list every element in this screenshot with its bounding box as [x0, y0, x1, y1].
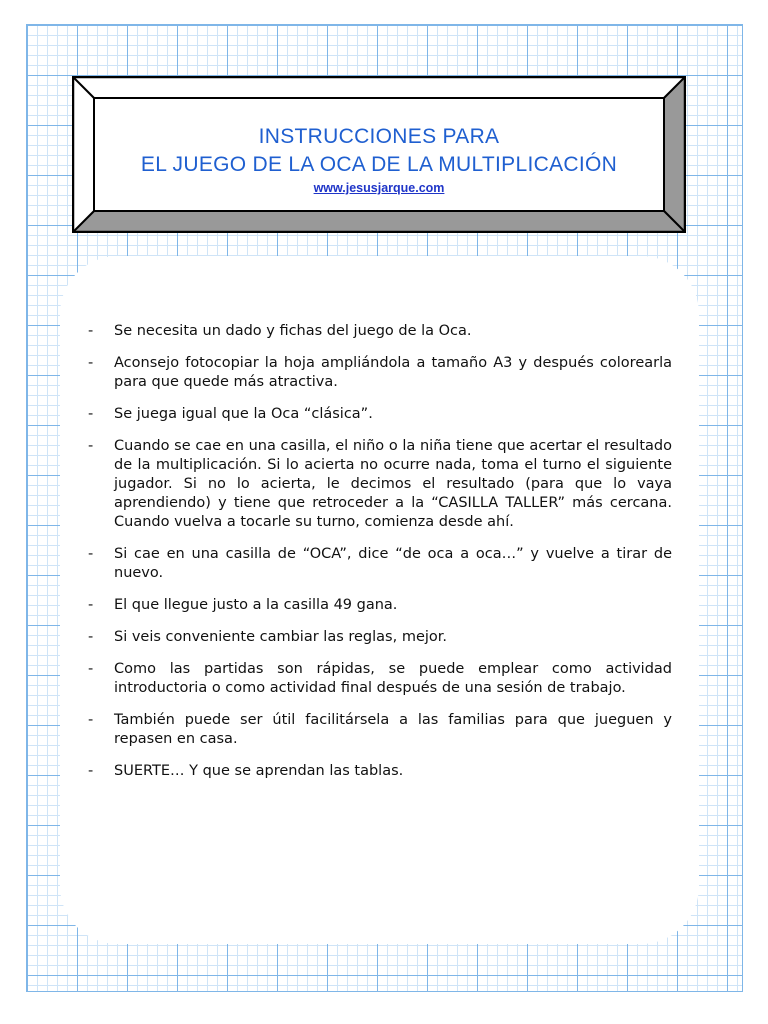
- rule-text: Si cae en una casilla de “OCA”, dice “de oca a oca…” y vuelve a tirar de nuevo.: [114, 546, 672, 581]
- rule-text: Si veis conveniente cambiar las reglas, mejor.: [114, 629, 448, 645]
- rule-text: Se juega igual que la Oca “clásica”.: [114, 406, 373, 422]
- rule-text: Se necesita un dado y fichas del juego de la Oca.: [114, 323, 472, 339]
- rule-item: [88, 405, 672, 424]
- title-frame: [72, 76, 686, 233]
- website-link[interactable]: www.jesusjarque.com: [313, 181, 445, 195]
- bullet-dash: -: [88, 597, 94, 613]
- rule-item: [88, 322, 672, 341]
- title-line-1: INSTRUCCIONES PARA: [258, 125, 500, 148]
- bullet-dash: -: [88, 355, 94, 371]
- rule-text: Como las partidas son rápidas, se puede emplear como actividad introductoria o como actividad final después de una sesión de trabajo.: [114, 661, 672, 696]
- rule-item: [88, 711, 672, 749]
- rule-item: [88, 437, 672, 532]
- rule-text: Cuando se cae en una casilla, el niño o la niña tiene que acertar el resultado de la multiplicación. Si lo acierta no ocurre nada, toma el turno el siguiente jugador. Si no lo acierta, le decimos el resultado (para que lo vaya aprendiendo) y tiene que retroceder a la “CASILLA TALLER” más cercana. Cuando vuelva a tocarle su turno, comienza desde ahí.: [114, 438, 672, 530]
- bullet-dash: -: [88, 763, 94, 779]
- title-block: [94, 98, 664, 211]
- rule-item: [88, 354, 672, 392]
- rule-text: También puede ser útil facilitársela a las familias para que jueguen y repasen en casa.: [114, 712, 672, 747]
- rule-text: SUERTE… Y que se aprendan las tablas.: [114, 763, 404, 779]
- rule-text: El que llegue justo a la casilla 49 gana.: [114, 597, 398, 613]
- rule-item: [88, 660, 672, 698]
- title-line-2: EL JUEGO DE LA OCA DE LA MULTIPLICACIÓN: [140, 153, 618, 176]
- bullet-dash: -: [88, 406, 94, 422]
- bullet-dash: -: [88, 712, 94, 728]
- bullet-dash: -: [88, 661, 94, 677]
- bullet-dash: -: [88, 323, 94, 339]
- bullet-dash: -: [88, 629, 94, 645]
- rules-list: [88, 322, 672, 794]
- rule-item: [88, 545, 672, 583]
- rule-item: [88, 628, 672, 647]
- rule-item: [88, 596, 672, 615]
- bullet-dash: -: [88, 546, 94, 562]
- rule-text: Aconsejo fotocopiar la hoja ampliándola a tamaño A3 y después colorearla para que quede más atractiva.: [114, 355, 672, 390]
- bullet-dash: -: [88, 438, 94, 454]
- rule-item: [88, 762, 672, 781]
